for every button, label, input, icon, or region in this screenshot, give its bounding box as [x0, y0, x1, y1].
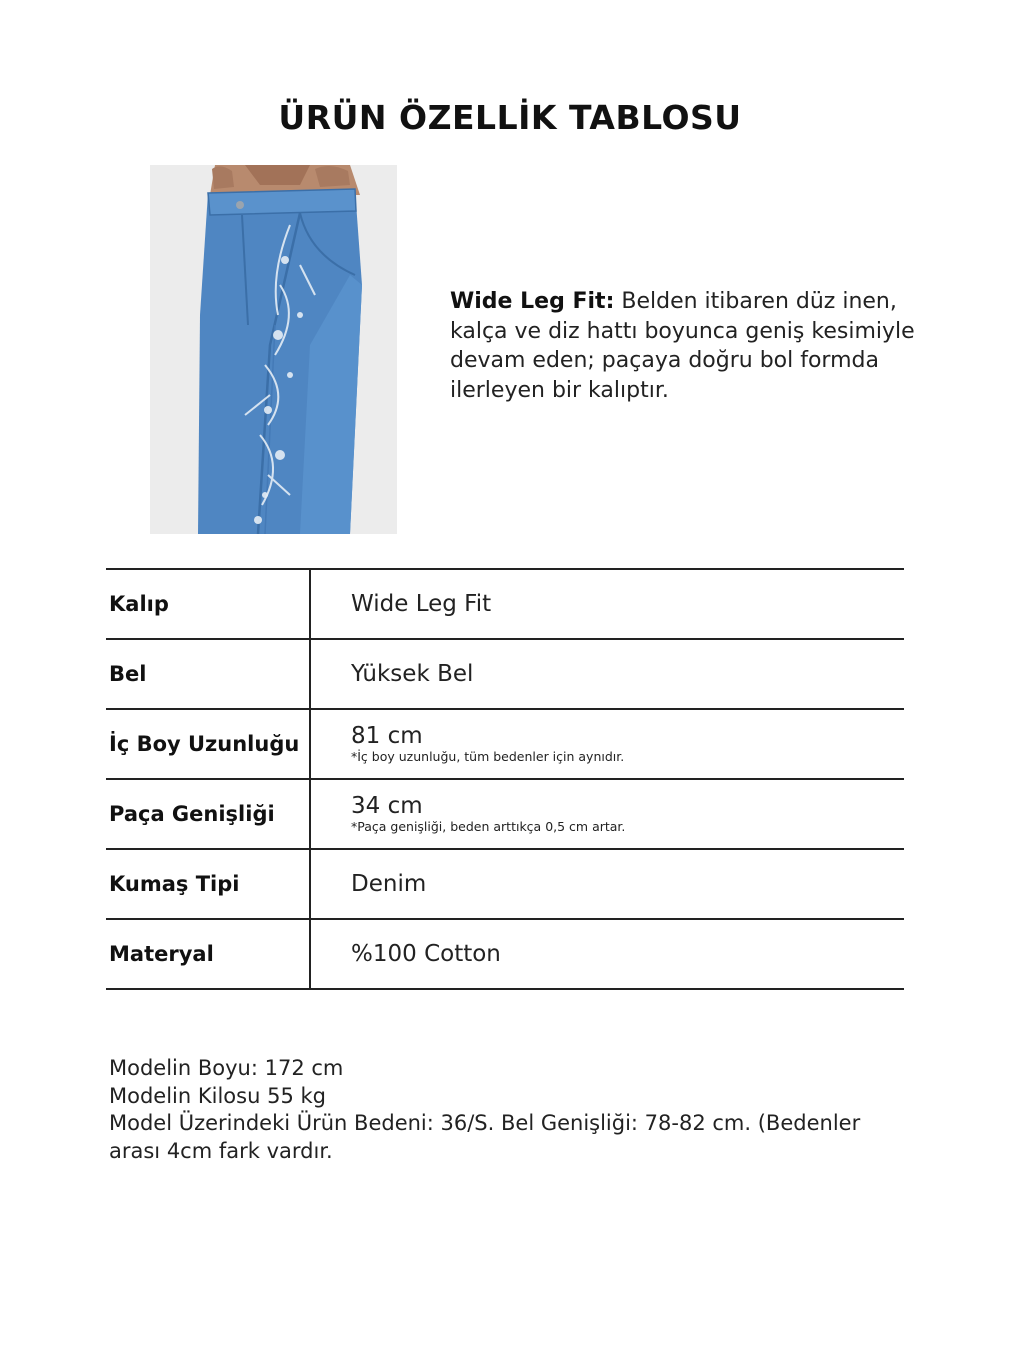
spec-value-cell	[310, 709, 904, 779]
spec-value: Wide Leg Fit	[351, 591, 492, 617]
spec-row-kumas	[106, 849, 904, 919]
spec-label: İç Boy Uzunluğu	[106, 709, 310, 779]
spec-value: %100 Cotton	[351, 941, 501, 967]
spec-value: 34 cm	[351, 793, 423, 819]
jeans-illustration	[150, 165, 397, 534]
fit-description	[450, 287, 920, 405]
spec-label: Bel	[106, 639, 310, 709]
spec-label: Materyal	[106, 919, 310, 989]
spec-value: 81 cm	[351, 723, 423, 749]
product-photo	[150, 165, 397, 534]
spec-row-ic-boy	[106, 709, 904, 779]
spec-row-kalip	[106, 569, 904, 639]
spec-value: Yüksek Bel	[351, 661, 474, 687]
spec-value-cell	[310, 779, 904, 849]
spec-value-cell	[310, 639, 904, 709]
spec-note: *İç boy uzunluğu, tüm bedenler için aynıdır.	[351, 749, 625, 764]
spec-value-cell	[310, 919, 904, 989]
model-size: Model Üzerindeki Ürün Bedeni: 36/S. Bel Genişliği: 78-82 cm. (Bedenler	[109, 1111, 861, 1135]
model-info	[109, 1055, 909, 1165]
model-height: Modelin Boyu: 172 cm	[109, 1056, 344, 1080]
page-title: ÜRÜN ÖZELLİK TABLOSU	[278, 98, 742, 137]
spec-note: *Paça genişliği, beden arttıkça 0,5 cm artar.	[351, 819, 626, 834]
spec-label: Kumaş Tipi	[106, 849, 310, 919]
spec-value: Denim	[351, 871, 427, 897]
spec-label: Kalıp	[106, 569, 310, 639]
model-weight: Modelin Kilosu 55 kg	[109, 1083, 326, 1108]
spec-value-cell	[310, 569, 904, 639]
spec-row-materyal	[106, 919, 904, 989]
spec-table	[106, 568, 904, 990]
spec-row-bel	[106, 639, 904, 709]
fit-name: Wide Leg Fit:	[450, 289, 615, 314]
spec-value-cell	[310, 849, 904, 919]
spec-row-paca	[106, 779, 904, 849]
spec-label: Paça Genişliği	[106, 779, 310, 849]
model-size-cont: arası 4cm fark vardır.	[109, 1138, 333, 1163]
fit-description-text: Belden itibaren düz inen, kalça ve diz hattı boyunca geniş kesimiyle devam eden; paçaya doğru bol formda ilerleyen bir kalıptır.	[450, 289, 915, 403]
